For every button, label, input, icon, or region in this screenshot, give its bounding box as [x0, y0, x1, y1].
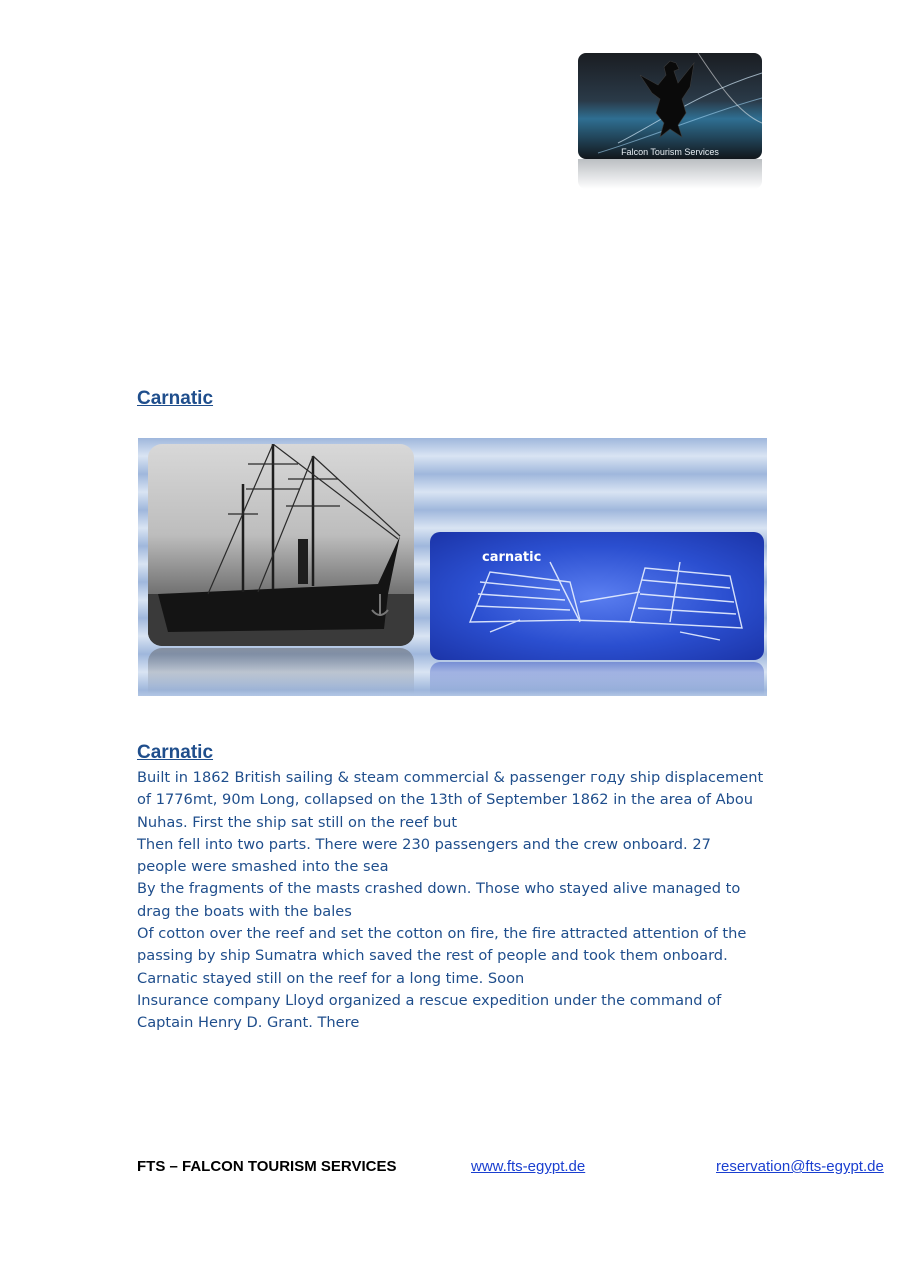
company-logo: [578, 53, 762, 188]
drawing-reflection: [430, 662, 764, 696]
section-title: Carnatic: [137, 388, 214, 409]
drawing-label: carnatic: [482, 550, 542, 565]
body-line: Built in 1862 British sailing & steam commercial & passenger году ship displacement: [137, 769, 764, 786]
footer-email-link[interactable]: reservation@fts-egypt.de: [716, 1158, 884, 1175]
wreck-drawing: [430, 532, 764, 660]
logo-caption: Falcon Tourism Services: [621, 147, 719, 157]
body-line: Carnatic stayed still on the reef for a long time. Soon: [137, 969, 525, 987]
image-banner: [138, 438, 767, 696]
body-line: passing by ship Sumatra which saved the rest of people and took them onboard.: [137, 947, 728, 965]
body-line: of 1776mt, 90m Long, collapsed on the 13th of September 1862 in the area of Abou: [137, 791, 754, 809]
logo-reflection: [578, 159, 762, 189]
sailing-ship-icon: [148, 444, 414, 646]
logo-badge: [578, 53, 762, 159]
body-line: drag the boats with the bales: [137, 902, 352, 920]
article-body: [137, 767, 767, 1035]
article-title: Carnatic: [137, 742, 214, 763]
falcon-icon: [578, 53, 762, 159]
body-line: Insurance company Lloyd organized a rescue expedition under the command of: [137, 991, 722, 1009]
footer-company: FTS – FALCON TOURISM SERVICES: [137, 1158, 397, 1175]
body-line: Then fell into two parts. There were 230 passengers and the crew onboard. 27: [137, 835, 711, 853]
shipwreck-sketch-icon: [430, 532, 764, 660]
photo-reflection: [148, 648, 414, 694]
body-line: people were smashed into the sea: [137, 858, 389, 876]
body-line: Captain Henry D. Grant. There: [137, 1014, 360, 1032]
body-line: Of cotton over the reef and set the cotton on fire, the fire attracted attention of the: [137, 925, 747, 943]
body-line: By the fragments of the masts crashed down. Those who stayed alive managed to: [137, 880, 741, 898]
ship-photo: [148, 444, 414, 646]
body-line: Nuhas. First the ship sat still on the reef but: [137, 813, 458, 831]
footer-website-link[interactable]: www.fts-egypt.de: [471, 1158, 586, 1175]
